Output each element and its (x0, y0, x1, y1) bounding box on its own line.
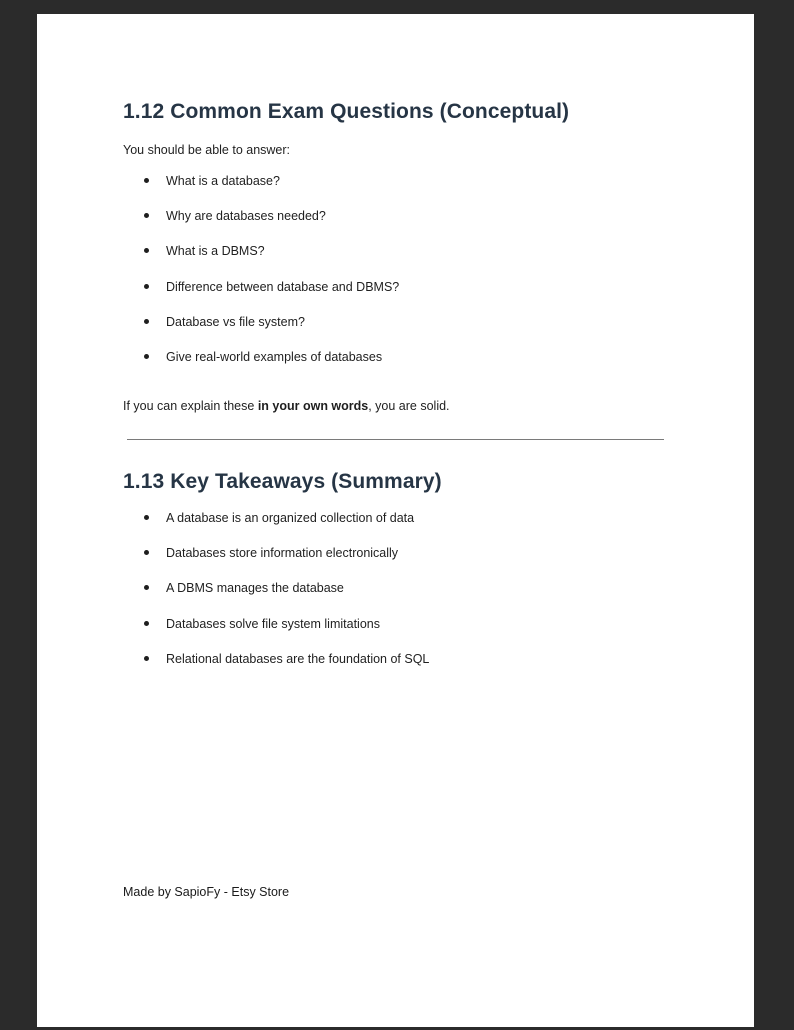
document-page (37, 14, 754, 1027)
list-item-text: Databases store information electronically (166, 546, 399, 561)
list-item-text: What is a database? (166, 174, 280, 188)
exam-intro-text: You should be able to answer: (123, 143, 291, 157)
list-item-text: A DBMS manages the database (166, 581, 344, 596)
list-item-text: Give real-world examples of databases (166, 349, 383, 364)
exam-questions-list (123, 173, 399, 384)
bullet-icon (144, 319, 149, 324)
list-item (123, 243, 399, 278)
list-item (123, 510, 429, 545)
bullet-icon (144, 585, 149, 590)
list-item (123, 279, 399, 314)
bullet-icon (144, 656, 149, 661)
list-item-text: Database vs file system? (166, 314, 305, 329)
section-heading-key-takeaways: 1.13 Key Takeaways (Summary) (123, 470, 442, 493)
list-item (123, 314, 399, 349)
list-item (123, 651, 429, 686)
list-item-text: Why are databases needed? (166, 209, 326, 224)
section-divider (127, 439, 664, 440)
list-item (123, 173, 399, 208)
bullet-icon (144, 248, 149, 253)
list-item-text: Relational databases are the foundation of SQL (166, 651, 430, 666)
bullet-icon (144, 213, 149, 218)
bullet-icon (144, 515, 149, 520)
bullet-icon (144, 354, 149, 359)
list-item (123, 208, 399, 243)
exam-closing-text (123, 399, 450, 413)
bullet-icon (144, 178, 149, 183)
closing-text-start: If you can explain these (123, 399, 258, 413)
list-item (123, 580, 429, 615)
list-item (123, 349, 399, 384)
section-heading-exam-questions: 1.12 Common Exam Questions (Conceptual) (123, 100, 570, 123)
bullet-icon (144, 621, 149, 626)
list-item-text: Difference between database and DBMS? (166, 279, 400, 294)
list-item (123, 616, 429, 651)
page-footer: Made by SapioFy - Etsy Store (123, 885, 290, 899)
bullet-icon (144, 284, 149, 289)
list-item-text: A database is an organized collection of data (166, 511, 415, 525)
list-item (123, 545, 429, 580)
bullet-icon (144, 550, 149, 555)
closing-text-bold: in your own words (257, 399, 369, 413)
list-item-text: What is a DBMS? (166, 244, 265, 259)
closing-text-end: , you are solid. (368, 399, 450, 413)
list-item-text: Databases solve file system limitations (166, 616, 380, 631)
key-takeaways-list (123, 510, 429, 686)
